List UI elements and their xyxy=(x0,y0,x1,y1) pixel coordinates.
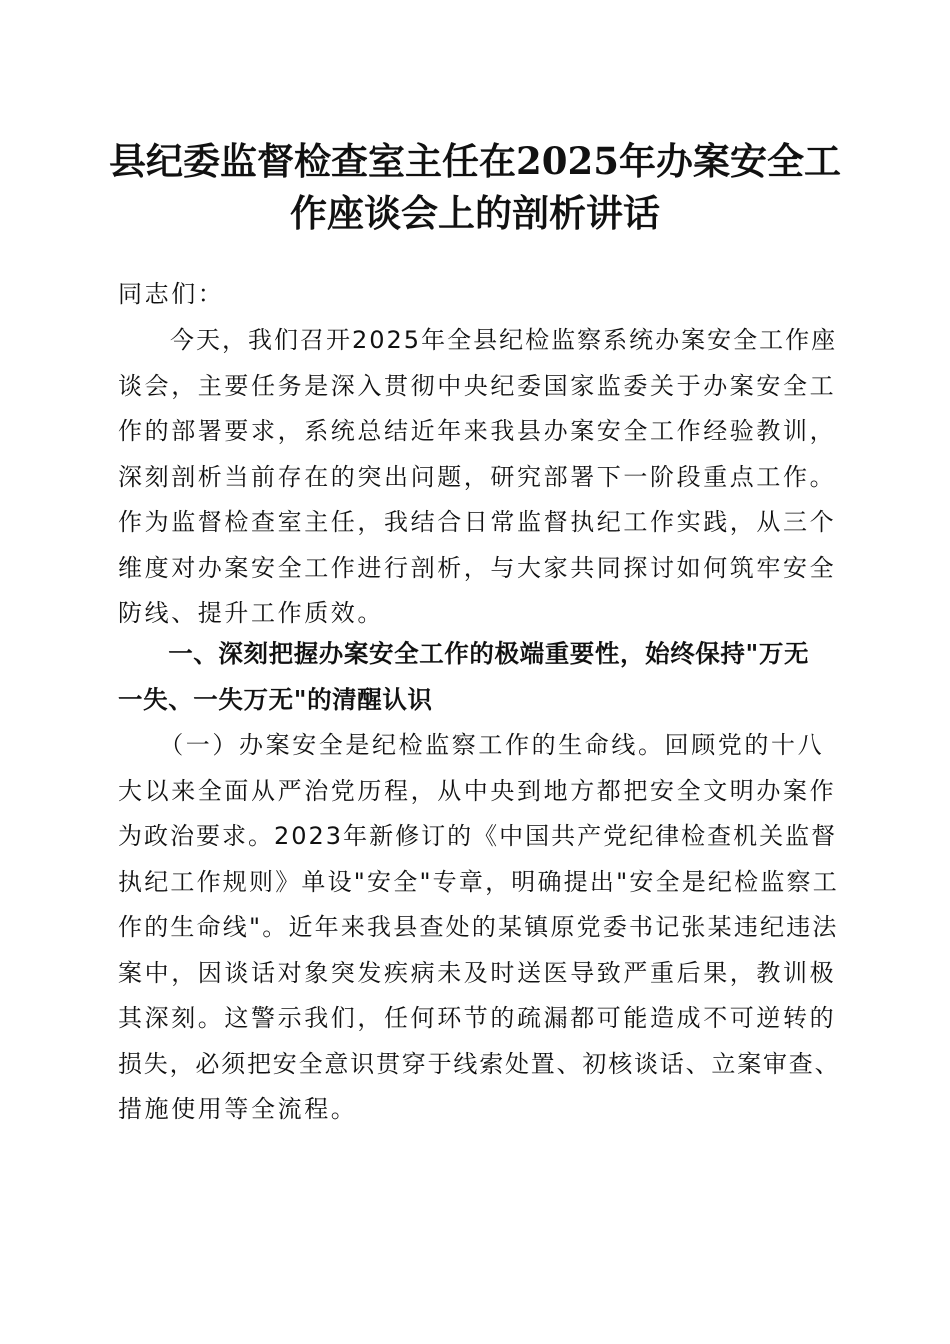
paragraph-1-line: 作的部署要求，系统总结近年来我县办案安全工作经验教训， xyxy=(118,417,837,445)
paragraph-2-line: 执纪工作规则》单设"安全"专章，明确提出"安全是纪检监察工 xyxy=(118,867,839,896)
paragraph-2-line: 案中，因谈话对象突发疾病未及时送医导致严重后果，教训极 xyxy=(118,958,837,987)
paragraph-2-line: 为政治要求。2023年新修订的《中国共产党纪律检查机关监督 xyxy=(118,822,838,850)
paragraph-2-line: 作的生命线"。近年来我县查处的某镇原党委书记张某违纪违法 xyxy=(118,913,839,941)
paragraph-2-line: 损失，必须把安全意识贯穿于线索处置、初核谈话、立案审查、 xyxy=(118,1049,841,1078)
section-heading-line: 一失、一失万无"的清醒认识 xyxy=(118,684,433,714)
paragraph-2-line: 措施使用等全流程。 xyxy=(118,1095,358,1123)
paragraph-1-line: 防线、提升工作质效。 xyxy=(118,599,384,627)
paragraph-1-line: 作为监督检查室主任，我结合日常监督执纪工作实践，从三个 xyxy=(118,508,837,536)
document-title-line-1: 县纪委监督检查室主任在2025年办案安全工 xyxy=(109,139,841,183)
paragraph-2-line: （一）办案安全是纪检监察工作的生命线。回顾党的十八 xyxy=(118,731,825,759)
paragraph-1-line: 维度对办案安全工作进行剖析，与大家共同探讨如何筑牢安全 xyxy=(118,553,837,582)
paragraph-1-line: 深刻剖析当前存在的突出问题，研究部署下一阶段重点工作。 xyxy=(118,462,837,491)
paragraph-1-line: 今天，我们召开2025年全县纪检监察系统办案安全工作座 xyxy=(118,326,838,354)
section-heading-line: 一、深刻把握办案安全工作的极端重要性，始终保持"万无 xyxy=(118,639,810,668)
paragraph-1-line: 谈会，主要任务是深入贯彻中央纪委国家监委关于办案安全工 xyxy=(118,371,837,400)
paragraph-2-line: 大以来全面从严治党历程，从中央到地方都把安全文明办案作 xyxy=(118,776,837,805)
document-title-line-2: 作座谈会上的剖析讲话 xyxy=(290,191,660,235)
salutation: 同志们： xyxy=(118,280,225,308)
paragraph-2-line: 其深刻。这警示我们，任何环节的疏漏都可能造成不可逆转的 xyxy=(118,1004,837,1032)
